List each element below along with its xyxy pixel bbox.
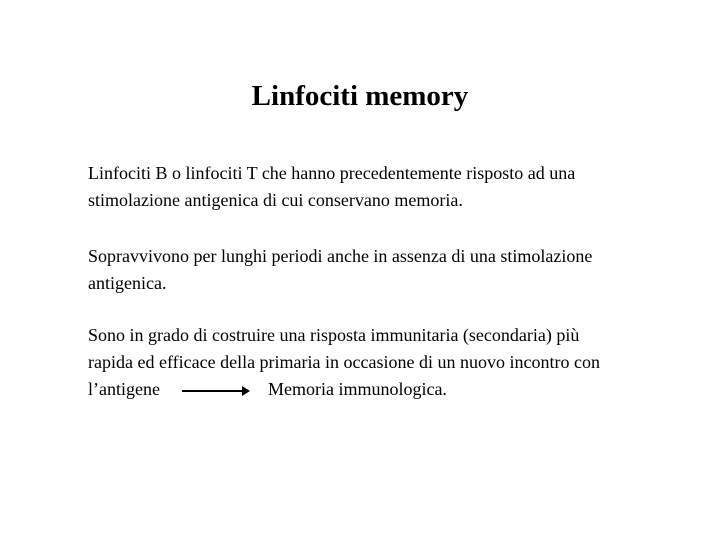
paragraph-secondary-response	[88, 322, 688, 403]
paragraph-line: rapida ed efficace della primaria in occasione di un nuovo incontro con	[88, 352, 600, 372]
paragraph-definition	[88, 160, 688, 214]
immune-memory-text: Memoria immunologica.	[267, 379, 447, 399]
right-arrow-icon	[182, 384, 250, 398]
paragraph-line: stimolazione antigenica di cui conservano memoria.	[88, 190, 463, 210]
paragraph-line: antigenica.	[88, 273, 167, 293]
paragraph-line: Linfociti B o linfociti T che hanno precedentemente risposto ad una	[88, 163, 576, 183]
paragraph-line: Sopravvivono per lunghi periodi anche in assenza di una stimolazione	[88, 246, 593, 266]
paragraph-line: Sono in grado di costruire una risposta immunitaria (secondaria) più	[88, 325, 580, 345]
slide-title: Linfociti memory	[251, 80, 469, 112]
antigen-text: l’antigene	[88, 379, 160, 399]
paragraph-survival	[88, 243, 688, 297]
paragraph-line-with-arrow	[88, 376, 688, 403]
